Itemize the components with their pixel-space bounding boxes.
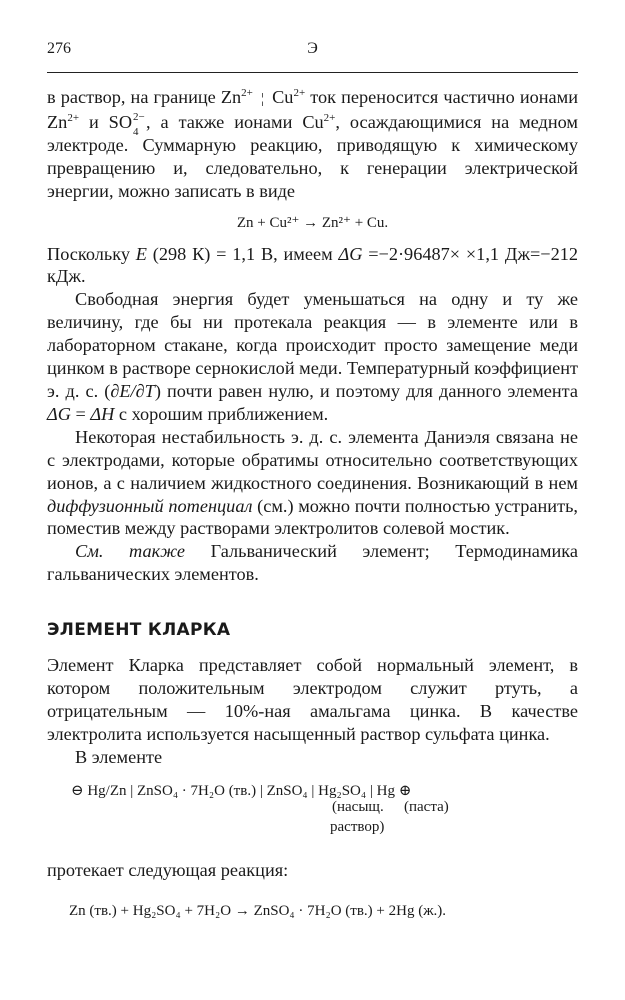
running-head: Э [307, 40, 318, 57]
cell-note-saturated: (насыщ. [332, 798, 384, 815]
paragraph-6: Элемент Кларка представляет собой нормальный элемент, в котором положительным электродом служит ртуть, а отрицательным — 10%-ная амальгама цинка. В качестве электролита используется насыщенный раствор сульфата цинка. [47, 655, 578, 744]
paragraph-8: протекает следующая реакция: [47, 859, 289, 880]
paragraph-1: в раствор, на границе $Zn^{2+}$ ¦ $Cu^{2+}$ ток переносится частично ионами $Zn^{2+}$ и SO 2− 4 , а также ионами $Cu^{2+}$, осаждающимися на медном электроде. Суммарную реакцию, приводящую к химическому превращению и, следовательно, к генерации электрической энергии, можно записать в виде [47, 87, 578, 201]
cell-scheme [47, 781, 578, 845]
header-rule [47, 72, 578, 73]
see-also: См. также Гальванический элемент; Термодинамика гальванических элементов. [47, 541, 578, 585]
cell-scheme-line: ⊖ Hg/Zn | ZnSO₄ · 7H₂O (тв.) | ZnSO₄ | Hg₂SO₄ | Hg ⊕ [71, 782, 412, 799]
section-title: ЭЛЕМЕНТ КЛАРКА [47, 620, 231, 641]
equation-clark: Zn (тв.) + Hg₂SO₄ + 7H₂O → ZnSO₄ · 7H₂O (тв.) + 2Hg (ж.). [69, 902, 447, 919]
page-number: 276 [47, 40, 71, 57]
page-body [47, 86, 578, 922]
cell-note-solution: раствор) [330, 818, 385, 835]
cross-reference-term: диффузионный потенциал [47, 495, 253, 516]
page-header [47, 40, 578, 64]
paragraph-4: Некоторая нестабильность э. д. с. элемента Даниэля связана не с электродами, которые обратимы относительно соответствующих ионов, а с наличием жидкостного соединения. Возникающий в нем диффузионный потенциал (см.) можно почти полностью устранить, поместив между растворами электролитов солевой мостик. [47, 426, 578, 539]
equation-daniell: Zn + Cu²⁺ → Zn²⁺ + Cu. [236, 214, 389, 231]
paragraph-7: В элементе [75, 746, 163, 767]
paragraph-3: Свободная энергия будет уменьшаться на одну и ту же величину, где бы ни протекала реакция — в элементе или в лабораторном стакане, когда происходит просто замещение меди цинком в растворе сернокислой меди. Температурный коэффициент э. д. с. (∂E/∂T) почти равен нулю, и поэтому для данного элемента ΔG = ΔH с хорошим приближением. [47, 289, 579, 424]
cell-note-paste: (паста) [404, 798, 449, 815]
paragraph-2: Поскольку E (298 К) = 1,1 В, имеем ΔG =−2·96487× ×1,1 Дж=−212 кДж. [47, 243, 578, 287]
